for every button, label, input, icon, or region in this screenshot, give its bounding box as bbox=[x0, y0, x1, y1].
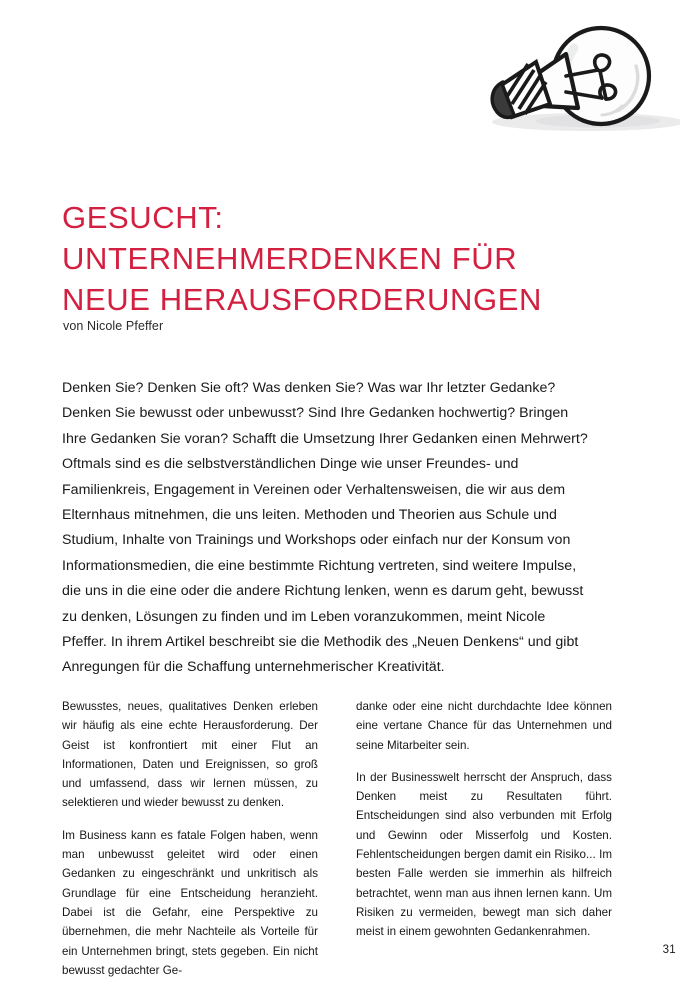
headline-line-3: NEUE HERAUSFORDERUNGEN bbox=[62, 281, 542, 317]
lightbulb-illustration bbox=[470, 14, 680, 139]
article-body-columns bbox=[62, 697, 624, 977]
body-column-left bbox=[62, 697, 318, 980]
article-byline: von Nicole Pfeffer bbox=[63, 319, 164, 333]
body-paragraph: Bewusstes, neues, qualitatives Denken erleben wir häufig als eine echte Herausforderung. Der Geist ist konfrontiert mit einer Flut an Informationen, Daten und Ereignissen, so groß und umfassend, dass wir lernen müssen, zu selektieren und wieder bewusst zu denken. bbox=[62, 700, 318, 810]
article-lead-paragraph: Denken Sie? Denken Sie oft? Was denken Sie? Was war Ihr letzter Gedanke? Denken Sie bewusst oder unbewusst? Sind Ihre Gedanken hochwertig? Bringen Ihre Gedanken Sie voran? Schafft die Umsetzung Ihrer Gedanken einen Mehrwert? Oftmals sind es die selbstverständlichen Dinge wie unser Freundes- und Familienkreis, Engagement in Vereinen oder Verhaltensweisen, die wir aus dem Elternhaus mitnehmen, die uns leiten. Methoden und Theorien aus Schule und Studium, Inhalte von Trainings und Workshops oder einfach nur der Konsum von Informationsmedien, die eine bestimmte Richtung vertreten, sind weitere Impulse, die uns in die eine oder die andere Richtung lenken, wenn es darum geht, bewusst zu denken, Lösungen zu finden und im Leben voranzukommen, meint Nicole Pfeffer. In ihrem Artikel beschreibt sie die Methodik des „Neuen Denkens“ und gibt Anregungen für die Schaffung unternehmerischer Kreativität. bbox=[62, 380, 588, 676]
page-number: 31 bbox=[662, 944, 676, 956]
headline-line-1: GESUCHT: bbox=[62, 199, 224, 235]
body-column-right bbox=[356, 697, 612, 942]
body-paragraph: Im Business kann es fatale Folgen haben, wenn man unbewusst geleitet wird oder einen Gedanken zu eingeschränkt und unkritisch als Grundlage für eine Entscheidung heranzieht. Dabei ist die Gefahr, eine Perspektive zu übernehmen, die mehr Nachteile als Vorteile für ein Unternehmen bringt, stets gegeben. Ein nicht bewusst gedachter Ge- bbox=[62, 828, 318, 977]
body-paragraph: danke oder eine nicht durchdachte Idee können eine vertane Chance für das Unternehmen und seine Mitarbeiter sein. bbox=[356, 700, 612, 752]
headline-line-2: UNTERNEHMERDENKEN FÜR bbox=[62, 240, 518, 276]
body-paragraph: In der Businesswelt herrscht der Anspruch, dass Denken meist zu Resultaten führt. Entscheidungen sind also verbunden mit Erfolg und Gewinn oder Misserfolg und Kosten. Fehlentscheidungen bergen damit ein Risiko... Im besten Falle werden sie immerhin als hilfreich betrachtet, wenn man aus ihnen lernen kann. Um Risiken zu vermeiden, bewegt man sich daher meist in einem gewohnten Gedankenrahmen. bbox=[356, 770, 612, 939]
article-headline bbox=[62, 197, 642, 320]
